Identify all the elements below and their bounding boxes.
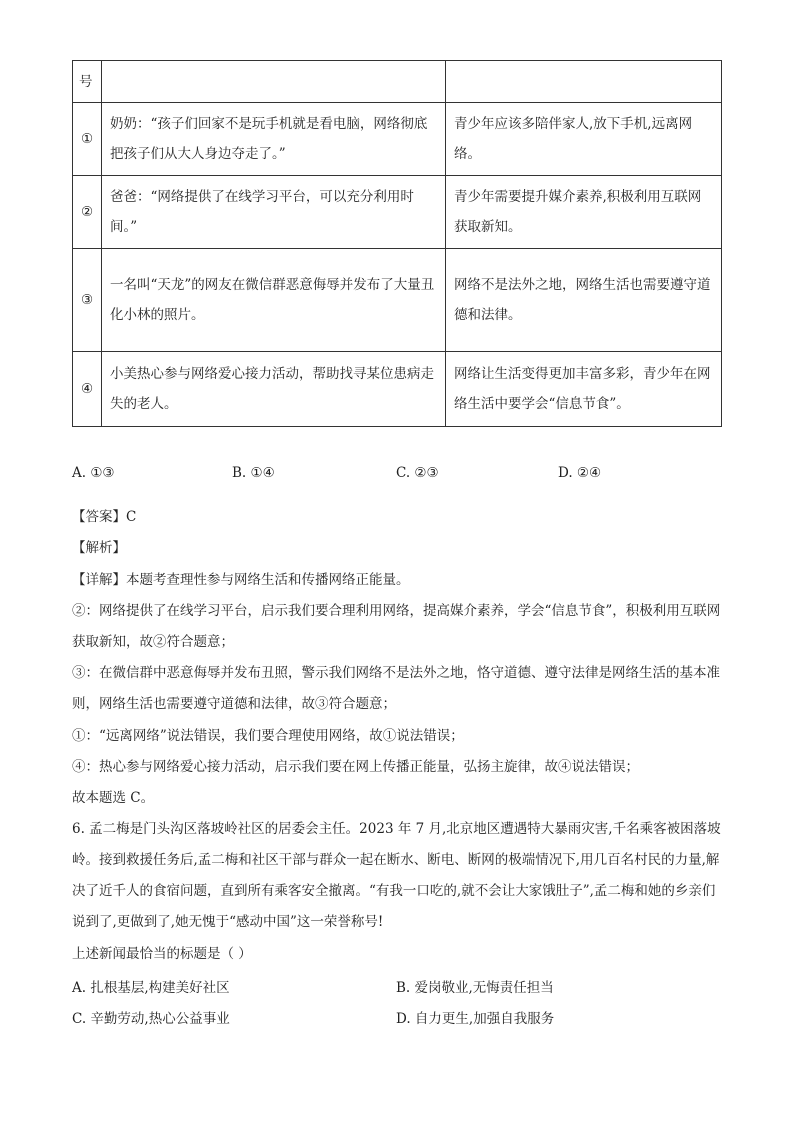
detail-item-1: ①：“远离网络”说法错误，我们要合理使用网络，故①说法错误； [72, 728, 464, 744]
row-view: 青少年应该多陪伴家人,放下手机,远离网络。 [446, 103, 722, 176]
header-num-cell: 号 [73, 61, 102, 103]
option-d: D. ②④ [558, 465, 602, 481]
detail-item-2: ②：网络提供了在线学习平台，启示我们要合理利用网络，提高媒介素养，学会“信息节食”，积极利用互联网获取新知，故②符合题意； [72, 603, 721, 650]
table-row [73, 103, 722, 176]
q6-option-c: C. 辛勤劳动,热心公益事业 [72, 1011, 230, 1027]
row-view: 网络不是法外之地，网络生活也需要遵守道德和法律。 [446, 249, 722, 352]
viewpoint-table [72, 60, 722, 427]
option-b: B. ①④ [232, 465, 275, 481]
detail-conclusion: 故本题选 C。 [72, 790, 155, 806]
detail-item-4: ④：热心参与网络爱心接力活动，启示我们要在网上传播正能量，弘扬主旋律，故④说法错误； [72, 759, 639, 775]
row-view: 网络让生活变得更加丰富多彩，青少年在网络生活中要学会“信息节食”。 [446, 352, 722, 427]
option-c: C. ②③ [396, 465, 439, 481]
table-row [73, 352, 722, 427]
question-6-prompt: 上述新闻最恰当的标题是（ ） [72, 946, 252, 962]
analysis-title: 【解析】 [72, 540, 126, 556]
row-number: ③ [73, 249, 102, 352]
detail-intro: 【详解】本题考查理性参与网络生活和传播网络正能量。 [72, 572, 410, 588]
q6-option-b: B. 爱岗敬业,无悔责任担当 [396, 980, 554, 996]
header-situation-cell [102, 61, 446, 103]
row-situation: 爸爸：“网络提供了在线学习平台，可以充分利用时间。” [102, 176, 446, 249]
row-view: 青少年需要提升媒介素养,积极利用互联网获取新知。 [446, 176, 722, 249]
q6-option-d: D. 自力更生,加强自我服务 [396, 1011, 555, 1027]
option-a: A. ①③ [72, 465, 115, 481]
table-row [73, 249, 722, 352]
row-number: ① [73, 103, 102, 176]
row-situation: 小美热心参与网络爱心接力活动，帮助找寻某位患病走失的老人。 [102, 352, 446, 427]
row-situation: 一名叫“天龙”的网友在微信群恶意侮辱并发布了大量丑化小林的照片。 [102, 249, 446, 352]
answer-line: 【答案】C [72, 509, 137, 525]
row-number: ② [73, 176, 102, 249]
table-header-row [73, 61, 722, 103]
row-number: ④ [73, 352, 102, 427]
detail-item-3: ③：在微信群中恶意侮辱并发布丑照，警示我们网络不是法外之地，恪守道德、遵守法律是网络生活的基本准则，网络生活也需要遵守道德和法律，故③符合题意； [72, 665, 720, 712]
question-6-stem: 6. 孟二梅是门头沟区落坡岭社区的居委会主任。2023 年 7 月,北京地区遭遇特大暴雨灾害,千名乘客被困落坡岭。接到救援任务后,孟二梅和社区干部与群众一起在断水、断电、断网的极端情况下,用几百名村民的力量,解决了近千人的食宿问题，直到所有乘客安全撤离。“有我一口吃的,就不会让大家饿肚子”,孟二梅和她的乡亲们说到了,更做到了,她无愧于“感动中国”这一荣誉称号! [72, 821, 721, 930]
q6-option-a: A. 扎根基层,构建美好社区 [72, 980, 230, 996]
row-situation: 奶奶：“孩子们回家不是玩手机就是看电脑，网络彻底把孩子们从大人身边夺走了。” [102, 103, 446, 176]
header-view-cell [446, 61, 722, 103]
answer-options [72, 465, 722, 487]
table-row [73, 176, 722, 249]
